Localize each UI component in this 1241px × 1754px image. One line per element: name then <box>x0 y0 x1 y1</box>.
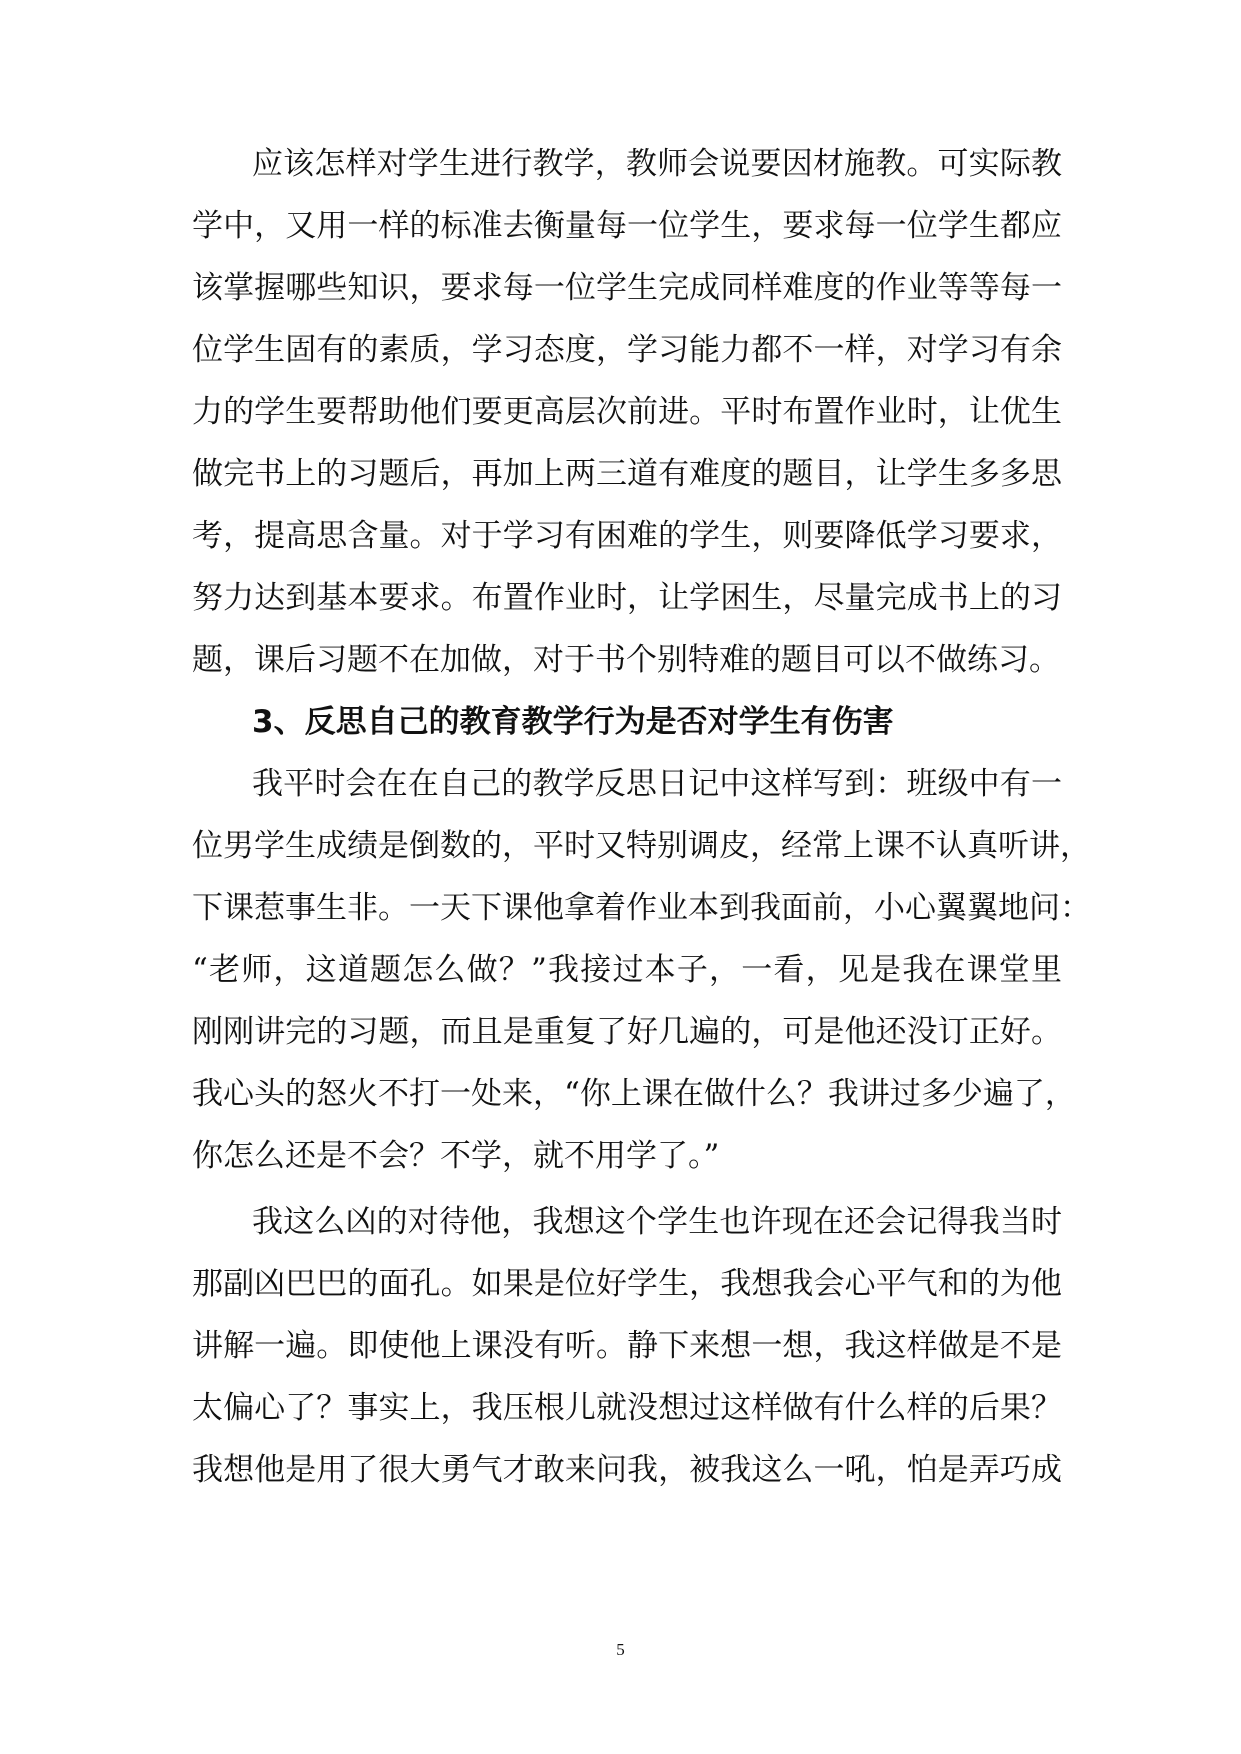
paragraph1-line-7: 考，提高思含量。对于学习有困难的学生，则要降低学习要求， <box>192 518 1062 554</box>
paragraph2-line-4: “老师，这道题怎么做？”我接过本子，一看，见是我在课堂里 <box>192 952 1062 988</box>
paragraph1-line-4: 位学生固有的素质，学习态度，学习能力都不一样，对学习有余 <box>192 332 1062 368</box>
paragraph1-line-6: 做完书上的习题后，再加上两三道有难度的题目，让学生多多思 <box>192 456 1062 492</box>
paragraph3-line-3: 讲解一遍。即使他上课没有听。静下来想一想，我这样做是不是 <box>192 1328 1062 1364</box>
section-heading: 3、反思自己的教育教学行为是否对学生有伤害 <box>252 704 894 740</box>
page-number: 5 <box>616 1640 625 1659</box>
paragraph1-line-2: 学中，又用一样的标准去衡量每一位学生，要求每一位学生都应 <box>192 208 1062 244</box>
paragraph2-line-5: 刚刚讲完的习题，而且是重复了好几遍的，可是他还没订正好。 <box>192 1014 1062 1050</box>
paragraph2-line-1: 我平时会在在自己的教学反思日记中这样写到：班级中有一 <box>252 766 1062 802</box>
paragraph3-line-1: 我这么凶的对待他，我想这个学生也许现在还会记得我当时 <box>252 1204 1062 1240</box>
paragraph2-line-7: 你怎么还是不会？不学，就不用学了。” <box>192 1138 720 1174</box>
paragraph1-line-9: 题，课后习题不在加做，对于书个别特难的题目可以不做练习。 <box>192 642 1060 678</box>
paragraph3-line-5: 我想他是用了很大勇气才敢来问我，被我这么一吼，怕是弄巧成 <box>192 1452 1062 1488</box>
paragraph1-line-8: 努力达到基本要求。布置作业时，让学困生，尽量完成书上的习 <box>192 580 1062 616</box>
paragraph3-line-2: 那副凶巴巴的面孔。如果是位好学生，我想我会心平气和的为他 <box>192 1266 1062 1302</box>
paragraph2-line-3: 下课惹事生非。一天下课他拿着作业本到我面前，小心翼翼地问： <box>192 890 1091 926</box>
paragraph1-line-5: 力的学生要帮助他们要更高层次前进。平时布置作业时，让优生 <box>192 394 1062 430</box>
paragraph3-line-4: 太偏心了？事实上，我压根儿就没想过这样做有什么样的后果？ <box>192 1390 1062 1426</box>
paragraph2-line-2: 位男学生成绩是倒数的，平时又特别调皮，经常上课不认真听讲， <box>192 828 1091 864</box>
paragraph1-line-3: 该掌握哪些知识，要求每一位学生完成同样难度的作业等等每一 <box>192 270 1062 306</box>
paragraph2-line-6: 我心头的怒火不打一处来，“你上课在做什么？我讲过多少遍了， <box>192 1076 1076 1112</box>
paragraph1-line-1: 应该怎样对学生进行教学，教师会说要因材施教。可实际教 <box>252 146 1062 182</box>
